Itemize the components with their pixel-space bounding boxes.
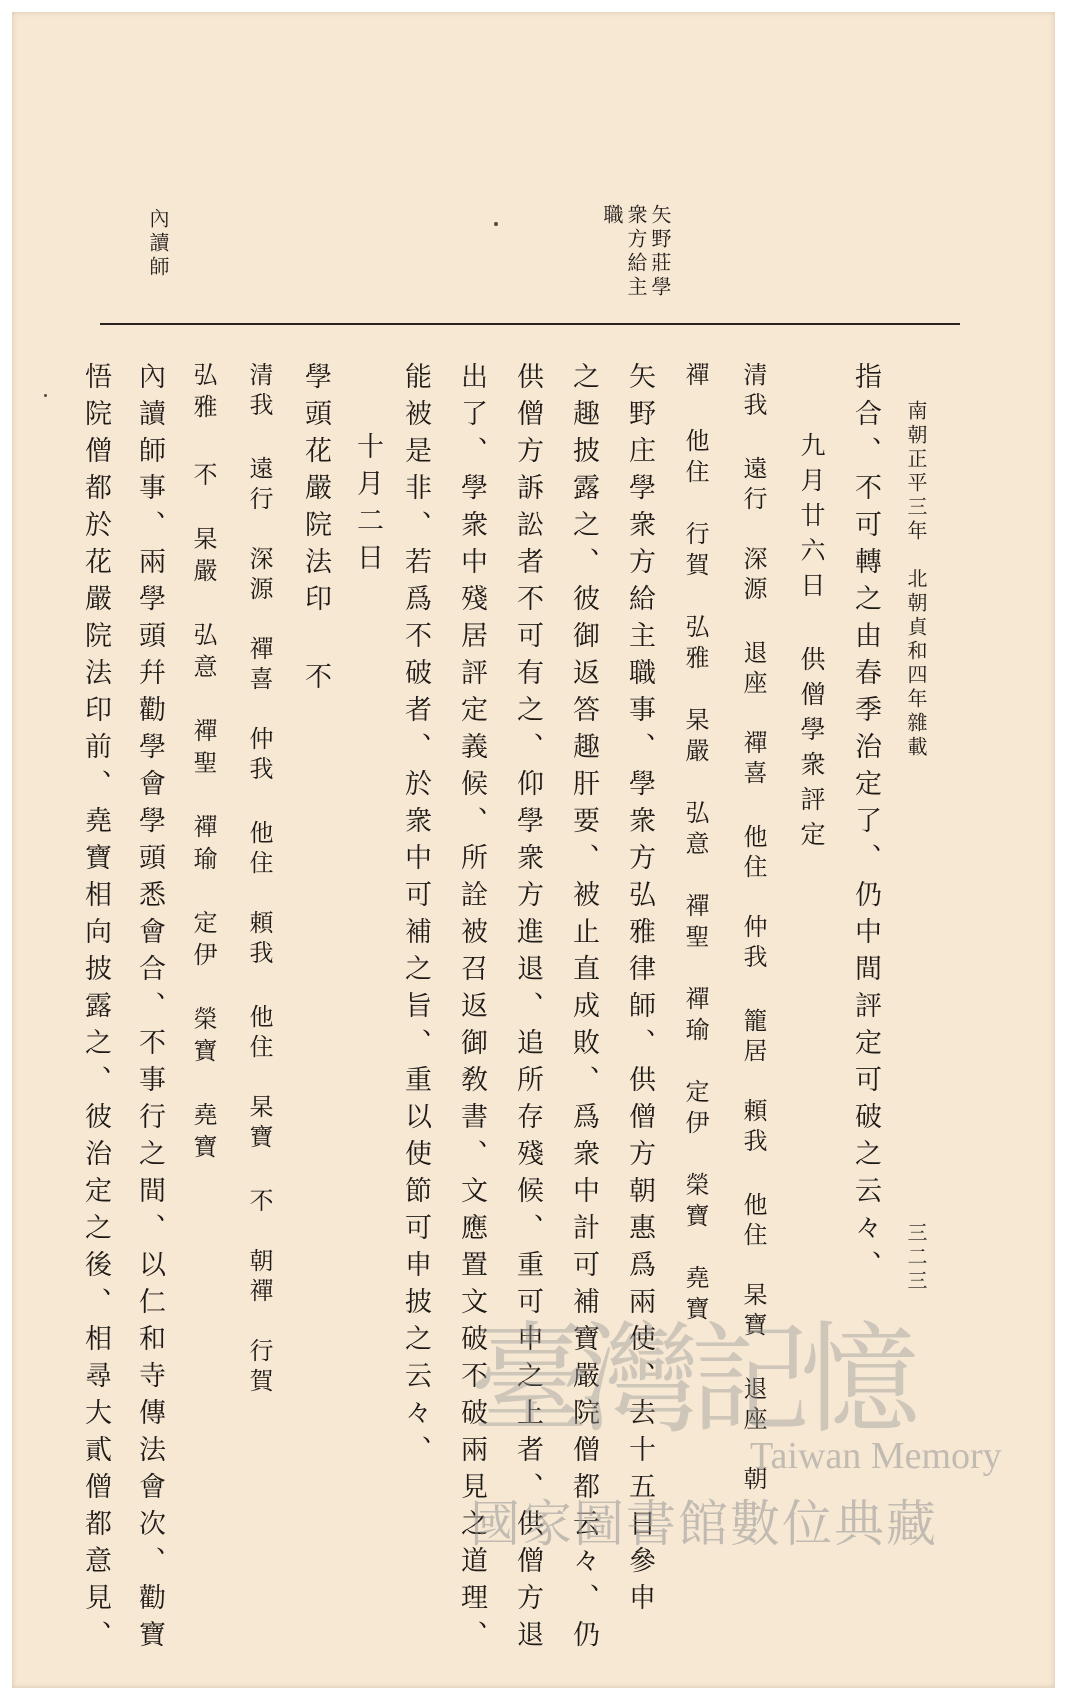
text-line-14: 內讀師事、兩學頭幷勸學會學頭悉會合、不事行之間、以仁和寺傳法會次、勸寶 [134, 362, 165, 1657]
text-line-11: 學頭花嚴院法印 不 [300, 362, 331, 699]
document-page [12, 12, 1055, 1688]
running-title: 南朝正平三年 北朝貞和四年雜載 [904, 400, 928, 760]
library-watermark [470, 1284, 1010, 1564]
horizontal-rule [100, 323, 960, 325]
text-line-13: 弘雅 不 杲嚴 弘意 禪聖 禪瑜 定伊 榮寶 堯寶 [189, 362, 217, 1166]
text-line-7: 供僧方訴訟者不可有之、仰學衆方進退、追所存殘候、重可申之上者、供僧方退 [512, 362, 543, 1657]
text-line-10: 十月二日 [352, 432, 383, 580]
text-line-8: 出了、學衆中殘居評定義候、所詮被召返御敎書、文應置文破不破兩見之道理、 [456, 362, 487, 1657]
text-line-3: 清我 遠行 深源 退座 禪喜 他住 仲我 籠居 頼我 他住 杲寶 退座 朝 [739, 362, 767, 1496]
text-line-5: 矢野庄學衆方給主職事、學衆方弘雅律師、供僧方朝惠爲兩使、去十五日參申 [624, 362, 655, 1620]
text-line-2: 九月廿六日 供僧學衆評定 [797, 432, 826, 856]
top-note-line-3: 職 [600, 204, 624, 228]
text-line-6: 之趣披露之、彼御返答趣肝要、被止直成敗、爲衆中計可補寶嚴院僧都云々、仍 [568, 362, 599, 1657]
page-number: 三二三 [904, 1222, 928, 1294]
top-note-line-1: 矢野莊學 [648, 204, 672, 300]
ink-spot [44, 394, 47, 397]
ink-spot [494, 222, 498, 226]
text-line-12: 清我 遠行 深源 禪喜 仲我 他住 頼我 他住 杲寶 不 朝禪 行賀 [245, 362, 273, 1398]
text-line-15: 悟院僧都於花嚴院法印前、堯寶相向披露之、彼治定之後、相尋大貳僧都意見、 [80, 362, 111, 1657]
watermark-english: Taiwan Memory [750, 1435, 1002, 1477]
text-line-9: 能被是非、若爲不破者、於衆中可補之旨、重以使節可申披之云々、 [400, 362, 431, 1472]
watermark-library-name: 國家圖書館數位典藏 [470, 1495, 938, 1553]
top-note-line-4: 內讀師 [146, 208, 170, 280]
text-line-1: 指合、不可轉之由春季治定了、仍中間評定可破之云々、 [850, 362, 881, 1287]
top-note-line-2: 衆方給主 [624, 204, 648, 300]
text-line-4: 禪 他住 行賀 弘雅 杲嚴 弘意 禪聖 禪瑜 定伊 榮寶 堯寶 [681, 362, 709, 1327]
watermark-script-logo: 臺灣記憶 [470, 1311, 910, 1450]
